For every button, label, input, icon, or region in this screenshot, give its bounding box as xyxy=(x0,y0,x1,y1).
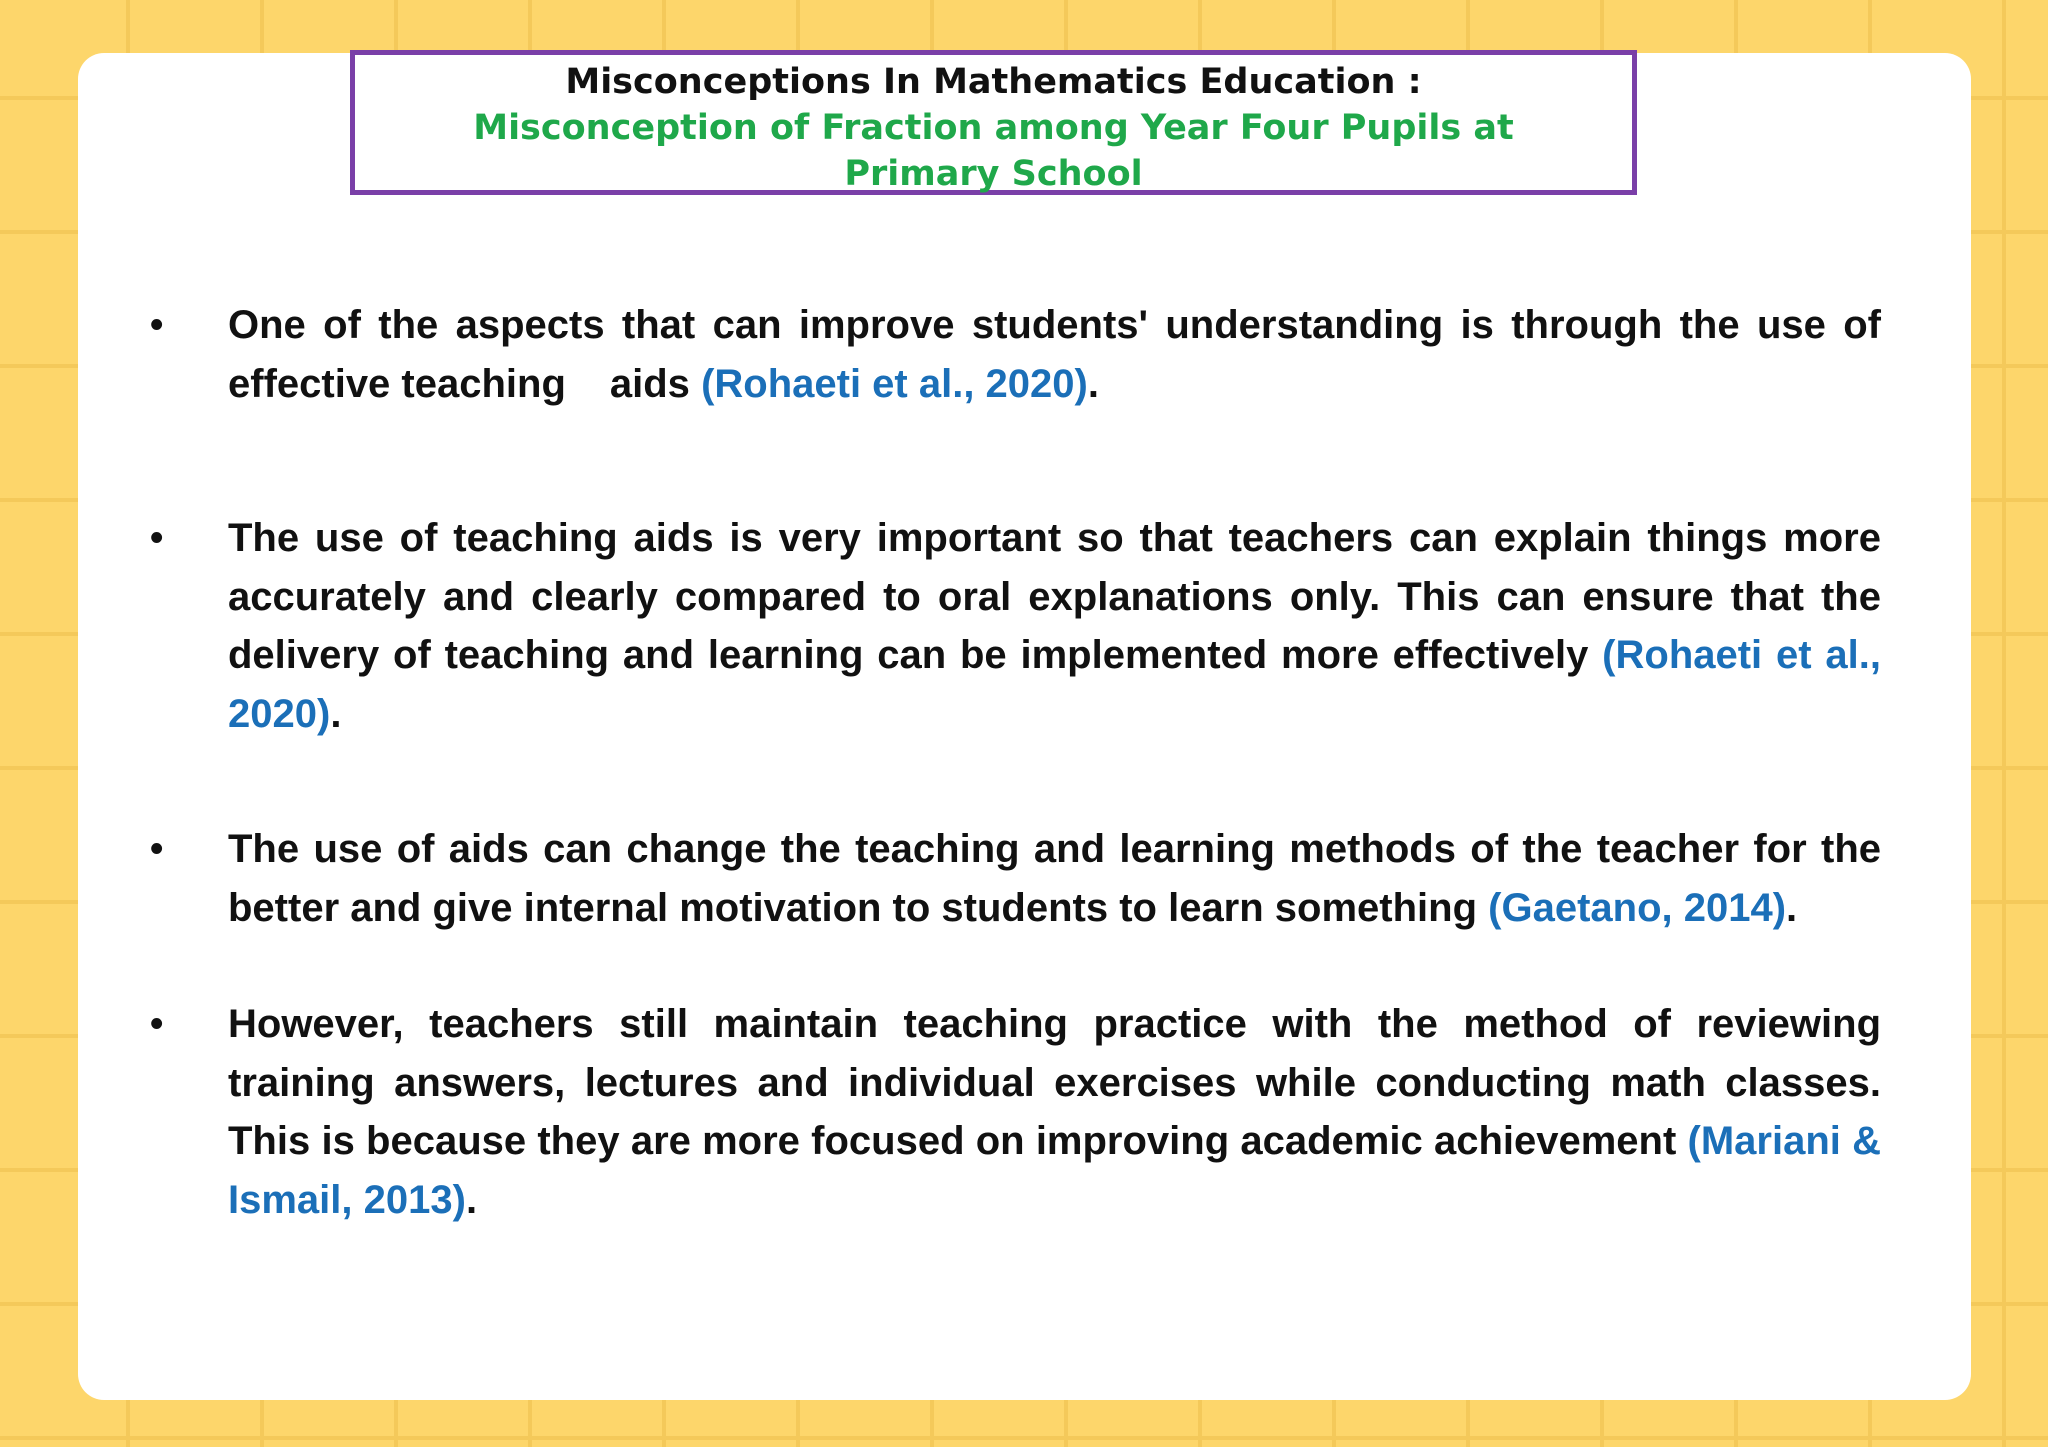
bullet-dot-icon: • xyxy=(150,304,164,346)
bullet-dot-icon: • xyxy=(150,828,164,870)
citation: (Rohaeti et al., 2020) xyxy=(701,361,1088,406)
bullet-text: However, teachers still maintain teaching practice with the method of reviewing training answers, lectures and individual exercises while conducting math classes. This is because they are more focused on improving academic achievement xyxy=(228,1002,1881,1163)
citation: (Rohaeti et al., 2020) xyxy=(228,633,1881,736)
citation: (Mariani & Ismail, 2013) xyxy=(228,1119,1882,1222)
bullet-item-1 xyxy=(150,296,1881,413)
bullet-end: . xyxy=(330,691,342,736)
bullet-item-2 xyxy=(150,509,1881,743)
bullet-text: One of the aspects that can improve students' understanding is through the use of effective teaching xyxy=(228,303,1881,406)
bullet-item-3 xyxy=(150,820,1881,937)
bullet-end: . xyxy=(465,1177,478,1222)
slide-card xyxy=(78,53,1971,1400)
bullet-text: aids xyxy=(609,361,690,406)
title-box xyxy=(350,50,1637,195)
slide-subtitle: Misconception of Fraction among Year Four Pupils at Primary School xyxy=(473,108,1514,194)
bullet-end: . xyxy=(1087,361,1099,406)
slide-title: Misconceptions In Mathematics Education : xyxy=(565,62,1422,102)
bullet-end: . xyxy=(1786,885,1798,930)
bullet-text: The use of teaching aids is very important so that teachers can explain things more accurately and clearly compared to oral explanations only. This can ensure that the delivery of teaching and learning can be implemented more effectively xyxy=(228,516,1881,677)
bullet-item-4 xyxy=(150,995,1881,1229)
bullet-dot-icon: • xyxy=(150,1003,164,1045)
bullet-dot-icon: • xyxy=(150,517,164,559)
citation: (Gaetano, 2014) xyxy=(1488,885,1787,930)
bullet-text: The use of aids can change the teaching and learning methods of the teacher for the better and give internal motivation to students to learn something xyxy=(228,827,1881,930)
